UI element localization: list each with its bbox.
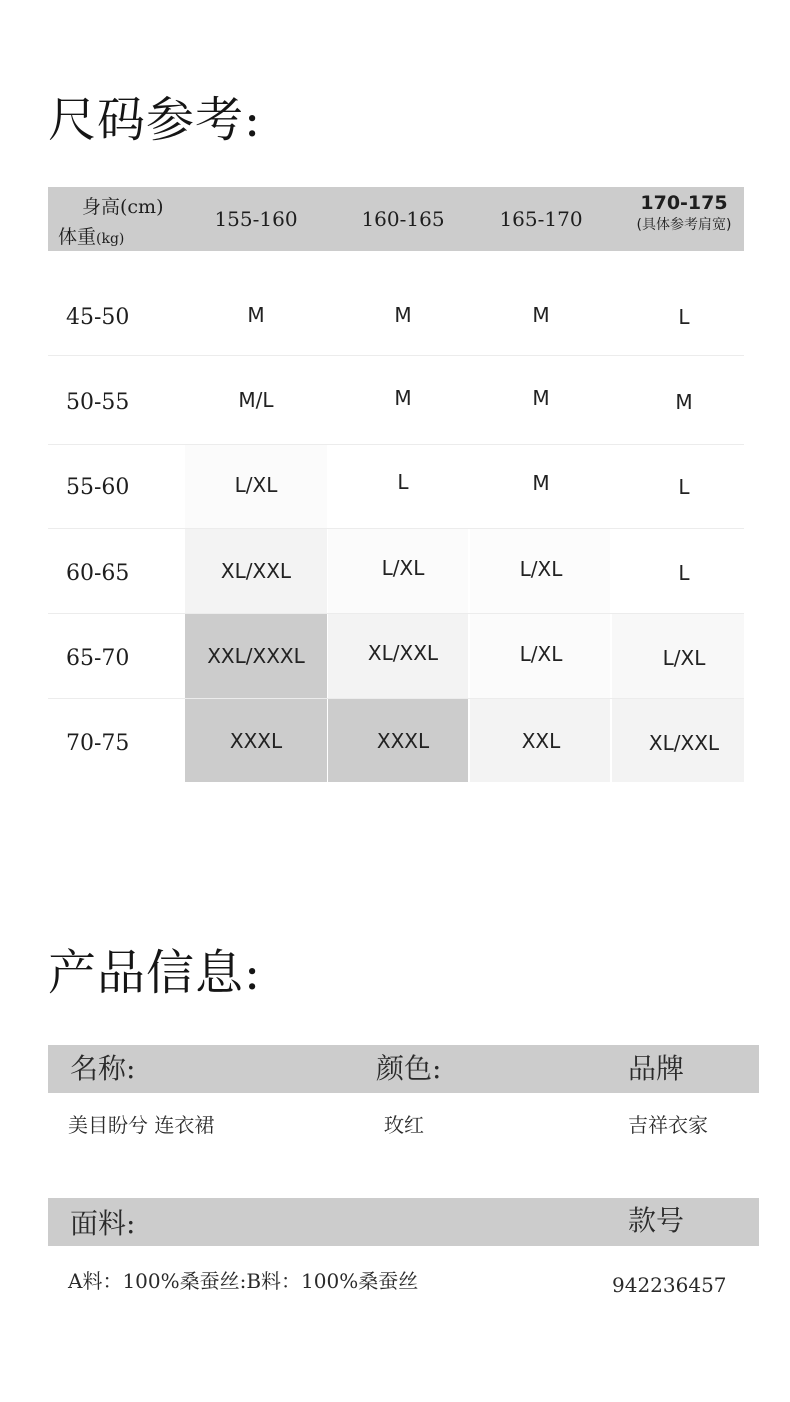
header-col-4 <box>612 190 756 234</box>
header-col-4-range: 170-175 <box>640 192 728 214</box>
style-number-value: 942236457 <box>612 1273 727 1297</box>
row-label: 50-55 <box>66 390 130 415</box>
product-section-title: 产品信息: <box>48 945 262 1001</box>
size-cell: L <box>397 470 409 494</box>
size-cell: M <box>394 386 412 410</box>
size-cell: XL/XXL <box>220 559 292 583</box>
size-cell: XL/XXL <box>648 731 720 755</box>
color-value: 玫红 <box>384 1113 424 1137</box>
size-cell: M <box>675 390 693 414</box>
size-cell: L <box>678 475 690 499</box>
size-cell: L/XL <box>519 642 563 666</box>
header-weight-text: 体重 <box>58 226 97 248</box>
name-value: 美目盼兮 连衣裙 <box>68 1113 215 1137</box>
name-label: 名称: <box>70 1052 136 1085</box>
size-cell: XXL <box>521 729 561 753</box>
row-label: 45-50 <box>66 305 130 330</box>
size-cell: L <box>678 561 690 585</box>
size-section-title: 尺码参考: <box>48 92 262 148</box>
header-col-4-note: (具体参考肩宽) <box>636 217 732 233</box>
header-col-2: 160-165 <box>361 207 445 231</box>
size-cell: M <box>247 303 265 327</box>
color-label: 颜色: <box>376 1052 442 1085</box>
size-cell: L/XL <box>381 556 425 580</box>
fabric-label: 面料: <box>70 1207 136 1240</box>
header-col-3: 165-170 <box>499 207 583 231</box>
size-cell: XXL/XXXL <box>207 644 305 668</box>
size-cell: L/XL <box>662 646 706 670</box>
size-cell: M <box>532 386 550 410</box>
row-divider <box>48 444 744 445</box>
row-label: 70-75 <box>66 731 130 756</box>
size-cell: L/XL <box>234 473 278 497</box>
fabric-value: A料：100%桑蚕丝:B料：100%桑蚕丝 <box>68 1269 419 1293</box>
size-cell: M/L <box>238 388 274 412</box>
size-cell: L/XL <box>519 557 563 581</box>
header-weight-unit: (kg) <box>96 231 125 247</box>
header-height-label: 身高(cm) <box>82 196 164 218</box>
row-label: 60-65 <box>66 561 130 586</box>
brand-label: 品牌 <box>628 1052 685 1085</box>
brand-value: 吉祥衣家 <box>628 1113 708 1137</box>
size-cell: XXXL <box>229 729 283 753</box>
row-label: 55-60 <box>66 475 130 500</box>
header-col-1: 155-160 <box>214 207 298 231</box>
style-number-label: 款号 <box>628 1204 685 1237</box>
row-label: 65-70 <box>66 646 130 671</box>
size-cell: M <box>532 471 550 495</box>
size-cell: XL/XXL <box>367 641 439 665</box>
header-weight-label <box>58 225 124 251</box>
row-divider <box>48 355 744 356</box>
size-cell: M <box>394 303 412 327</box>
size-cell: M <box>532 303 550 327</box>
size-cell: XXXL <box>376 729 430 753</box>
size-cell: L <box>678 305 690 329</box>
